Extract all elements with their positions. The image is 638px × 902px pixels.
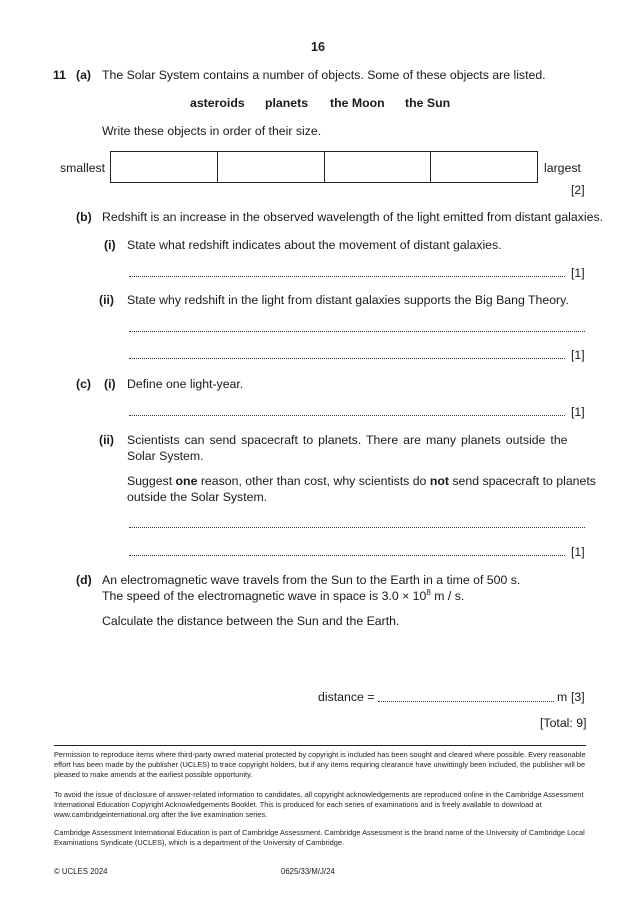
- size-box-3[interactable]: [324, 152, 431, 183]
- part-b-stem: Redshift is an increase in the observed wavelength of the light emitted from distant galaxies.: [102, 210, 604, 224]
- answer-line[interactable]: [129, 555, 565, 556]
- page-number: 16: [311, 40, 325, 54]
- size-order-table: [110, 151, 538, 183]
- part-c-ii-label: (ii): [99, 433, 115, 447]
- part-c-ii-line1: Scientists can send spacecraft to planets. There are many planets outside the: [127, 433, 568, 447]
- largest-label: largest: [544, 161, 581, 175]
- part-a-label: (a): [76, 68, 92, 82]
- part-a-stem: The Solar System contains a number of objects. Some of these objects are listed.: [102, 68, 546, 82]
- footer-disclosure: To avoid the issue of disclosure of answer-related information to candidates, all copyright acknowledgements are reproduced online in the Cambridge Assessment International Education Copyright Acknowledgements Booklet. This is produced for each series of examinations and is freely available to download at www.cambridgeinternational.org after the live examination series.: [54, 790, 584, 819]
- part-d-line2: The speed of the electromagnetic wave in space is $3.0 \times 10^8$ m / s.: [102, 588, 465, 604]
- part-b-label: (b): [76, 210, 92, 224]
- part-c-ii-marks: [1]: [571, 545, 585, 559]
- object-asteroids: asteroids: [190, 96, 245, 110]
- distance-label: distance =: [318, 690, 375, 704]
- part-b-i-label: (i): [104, 238, 116, 252]
- part-c-ii-line2: Solar System.: [127, 449, 204, 463]
- footer-divider: [54, 745, 586, 746]
- part-b-i-marks: [1]: [571, 266, 585, 280]
- part-c-i-text: Define one light-year.: [127, 377, 244, 391]
- part-b-ii-marks: [1]: [571, 348, 585, 362]
- object-planets: planets: [265, 96, 309, 110]
- part-c-label: (c): [76, 377, 92, 391]
- footer-permission: Permission to reproduce items where third-party owned material protected by copyright is included has been sought and cleared where possible. Every reasonable effort has been made by the publisher (UCLES) to trace copyright holders, but if any items requiring clearance have unwittingly been included, the publisher will be pleased to make amends at the earliest possible opportunity.: [54, 750, 586, 779]
- part-c-i-label: (i): [104, 377, 116, 391]
- part-c-ii-suggest: Suggest one reason, other than cost, why scientists do not send spacecraft to planets: [127, 474, 596, 488]
- answer-line[interactable]: [129, 527, 585, 528]
- object-moon: the Moon: [330, 96, 385, 110]
- answer-line[interactable]: [129, 331, 585, 332]
- part-b-i-text: State what redshift indicates about the movement of distant galaxies.: [127, 238, 502, 252]
- part-b-ii-label: (ii): [99, 293, 115, 307]
- size-box-1[interactable]: [111, 152, 218, 183]
- total-marks: [Total: 9]: [540, 716, 587, 730]
- part-d-instruction: Calculate the distance between the Sun and the Earth.: [102, 614, 400, 628]
- answer-line[interactable]: [129, 415, 565, 416]
- footer-paper-code: 0625/33/M/J/24: [281, 867, 335, 876]
- part-a-instruction: Write these objects in order of their size.: [102, 124, 322, 138]
- footer-cambridge: Cambridge Assessment International Education is part of Cambridge Assessment. Cambridge Assessment is the brand name of the University of Cambridge Local Examinations Syndicate (UCLES), which is a department of the University of Cambridge.: [54, 828, 585, 847]
- answer-line[interactable]: [129, 358, 565, 359]
- size-box-4[interactable]: [431, 152, 538, 183]
- part-a-marks: [2]: [571, 183, 585, 197]
- part-c-ii-suggest-line2: outside the Solar System.: [127, 490, 268, 504]
- smallest-label: smallest: [60, 161, 106, 175]
- part-b-ii-text: State why redshift in the light from distant galaxies supports the Big Bang Theory.: [127, 293, 569, 307]
- question-number: 11: [53, 68, 66, 82]
- part-d-marks: [3]: [571, 690, 585, 704]
- part-d-line1: An electromagnetic wave travels from the Sun to the Earth in a time of 500 s.: [102, 573, 521, 587]
- size-box-2[interactable]: [217, 152, 324, 183]
- object-sun: the Sun: [405, 96, 451, 110]
- distance-answer-line[interactable]: [378, 701, 554, 702]
- answer-line[interactable]: [129, 276, 565, 277]
- part-c-i-marks: [1]: [571, 405, 585, 419]
- footer-copyright: © UCLES 2024: [54, 867, 108, 876]
- distance-unit: m: [557, 690, 568, 704]
- part-d-label: (d): [76, 573, 92, 587]
